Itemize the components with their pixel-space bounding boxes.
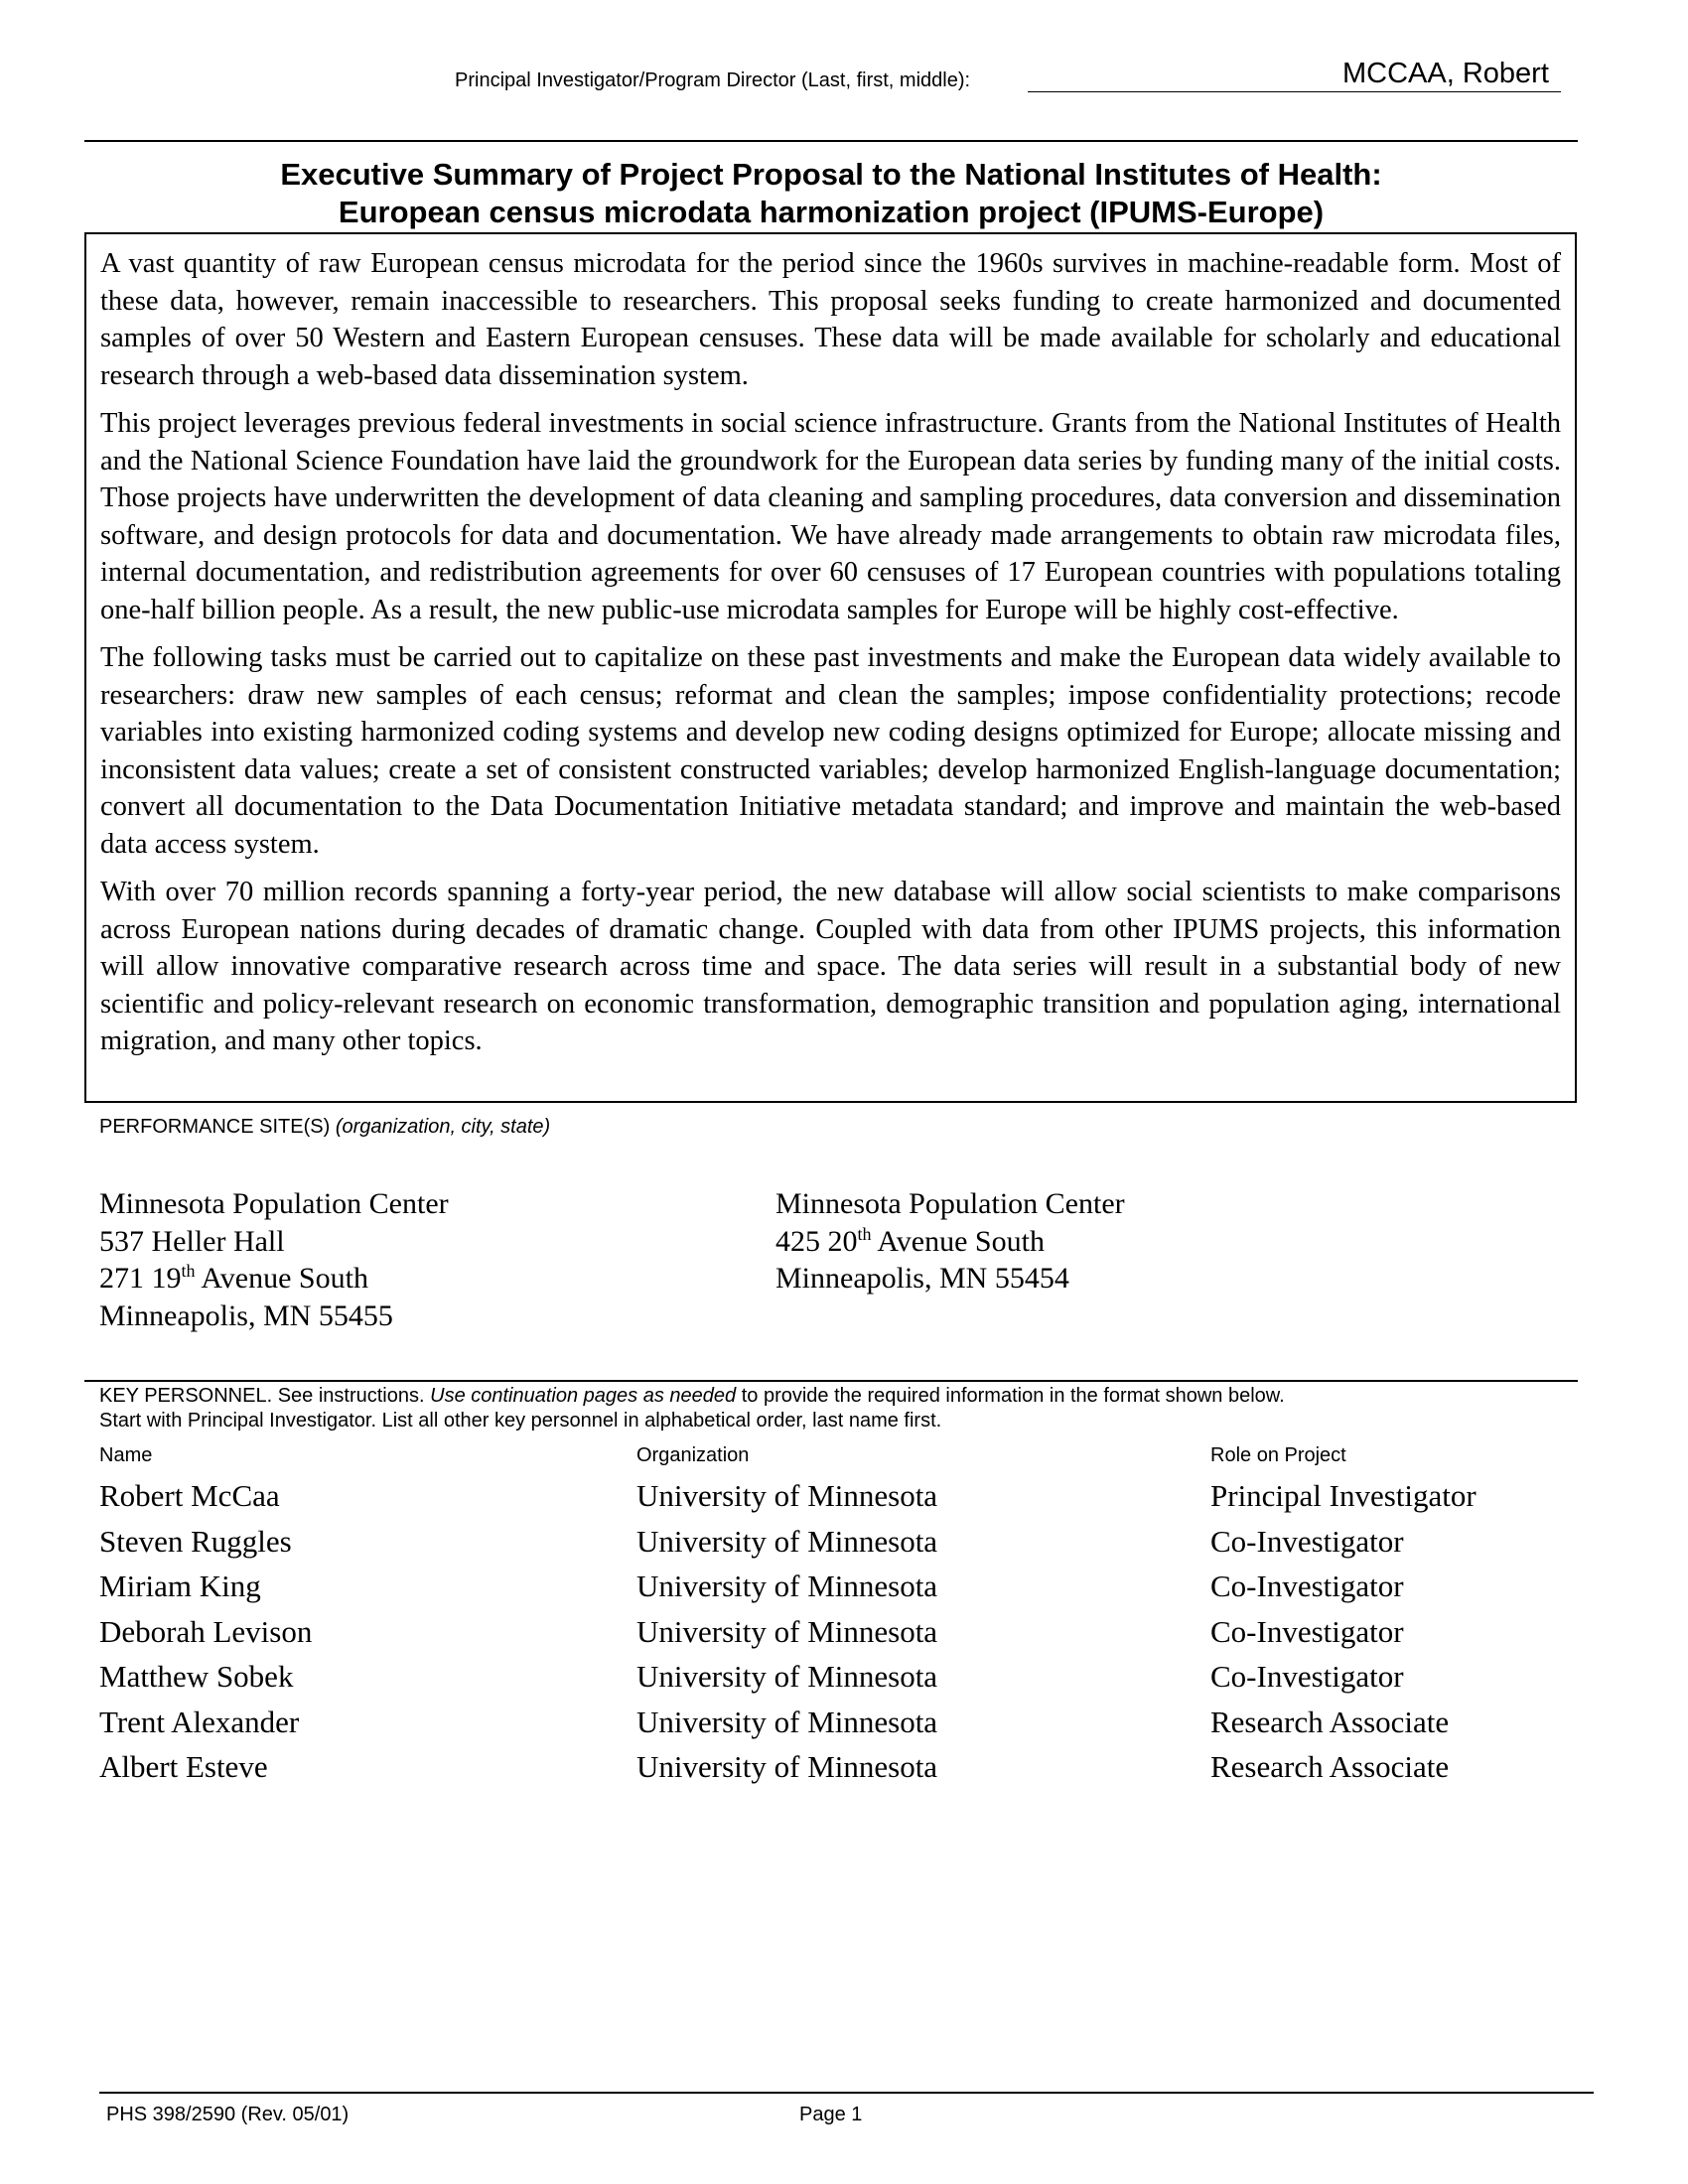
pi-name: MCCAA, Robert <box>1342 58 1549 89</box>
person-name: Deborah Levison <box>99 1614 313 1649</box>
page-number: Page 1 <box>799 2104 863 2125</box>
performance-site-1 <box>99 1185 449 1334</box>
person-role: Co-Investigator <box>1210 1614 1404 1649</box>
personnel-row <box>0 1478 1688 1524</box>
header-divider <box>84 140 1578 142</box>
site2-city: Minneapolis, MN 55454 <box>775 1262 1069 1295</box>
person-role: Principal Investigator <box>1210 1478 1477 1513</box>
site1-street2: 271 19th Avenue South <box>99 1261 368 1295</box>
summary-paragraph-3: The following tasks must be carried out to capitalize on these past investments and make the European data widely available to researchers: draw new samples of each census; reformat and clean the samples; impose confidentiality protections; recode variables into existing harmonized coding systems and develop new coding designs optimized for Europe; allocate missing and inconsistent data values; create a set of consistent constructed variables; develop harmonized English-language documentation; convert all documentation to the Data Documentation Initiative metadata standard; and improve and maintain the web-based data access system. <box>100 642 1561 860</box>
col-header-organization: Organization <box>636 1444 750 1466</box>
personnel-row <box>0 1749 1688 1795</box>
site2-street: 425 20th Avenue South <box>775 1223 1045 1258</box>
summary-paragraph-4: With over 70 million records spanning a forty-year period, the new database will allow social scientists to make comparisons across European nations during decades of dramatic change. Coupled with data from other IPUMS projects, this information will allow innovative comparative research across time and space. The data series will result in a substantial body of new scientific and policy-relevant research on economic transformation, demographic transition and population aging, international migration, and many other topics. <box>100 877 1561 1056</box>
kp-label-end: to provide the required information in the format shown below. <box>741 1385 1285 1407</box>
footer-divider <box>99 2092 1594 2094</box>
col-header-name: Name <box>99 1444 153 1466</box>
site1-street1: 537 Heller Hall <box>99 1224 285 1258</box>
summary-paragraph-2: This project leverages previous federal investments in social science infrastructure. Grants from the National Institutes of Health and the National Science Foundation have laid the groundwork for the European data series by funding many of the initial costs. Those projects have underwritten the development of data cleaning and sampling procedures, data conversion and dissemination software, and design protocols for data and documentation. We have already made arrangements to obtain raw microdata files, internal documentation, and redistribution agreements for over 60 censuses of 17 European countries with populations totaling one-half billion people. As a result, the new public-use microdata samples for Europe will be highly cost-effective. <box>100 408 1561 625</box>
personnel-row <box>0 1614 1688 1660</box>
pi-underline <box>1028 91 1561 92</box>
person-role: Co-Investigator <box>1210 1659 1404 1694</box>
person-organization: University of Minnesota <box>636 1659 938 1694</box>
performance-sites-label <box>99 1116 550 1139</box>
performance-site-2 <box>775 1185 1125 1297</box>
person-name: Miriam King <box>99 1569 261 1603</box>
summary-paragraph-1: A vast quantity of raw European census microdata for the period since the 1960s survives in machine-readable form. Most of these data, however, remain inaccessible to researchers. This proposal seeks funding to create harmonized and documented samples of over 50 Western and Eastern European censuses. These data will be made available for scholarly and educational research through a web-based data dissemination system. <box>100 248 1561 391</box>
form-number: PHS 398/2590 (Rev. 05/01) <box>106 2104 350 2125</box>
person-organization: University of Minnesota <box>636 1478 938 1513</box>
performance-sites-hint: (organization, city, state) <box>335 1116 551 1138</box>
person-role: Research Associate <box>1210 1749 1450 1784</box>
person-organization: University of Minnesota <box>636 1705 938 1739</box>
person-name: Albert Esteve <box>99 1749 268 1784</box>
personnel-row <box>0 1569 1688 1614</box>
kp-label-italic: Use continuation pages as needed <box>430 1385 737 1407</box>
document-title <box>84 156 1578 231</box>
kp-label-start: KEY PERSONNEL. See instructions. <box>99 1385 425 1407</box>
person-role: Research Associate <box>1210 1705 1450 1739</box>
person-name: Steven Ruggles <box>99 1524 292 1559</box>
person-name: Robert McCaa <box>99 1478 280 1513</box>
performance-sites-title: PERFORMANCE SITE(S) <box>99 1116 331 1138</box>
site1-org: Minnesota Population Center <box>99 1187 449 1220</box>
pi-label: Principal Investigator/Program Director (Last, first, middle): <box>455 69 971 91</box>
person-organization: University of Minnesota <box>636 1614 938 1649</box>
personnel-row <box>0 1659 1688 1705</box>
person-role: Co-Investigator <box>1210 1524 1404 1559</box>
person-organization: University of Minnesota <box>636 1524 938 1559</box>
personnel-row <box>0 1705 1688 1750</box>
site2-org: Minnesota Population Center <box>775 1187 1125 1220</box>
col-header-role: Role on Project <box>1210 1444 1346 1466</box>
person-organization: University of Minnesota <box>636 1569 938 1603</box>
site1-city: Minneapolis, MN 55455 <box>99 1298 393 1332</box>
kp-label-line2: Start with Principal Investigator. List all other key personnel in alphabetical order, last name first. <box>99 1410 942 1432</box>
title-line-2: European census microdata harmonization project (IPUMS-Europe) <box>338 195 1325 229</box>
person-name: Trent Alexander <box>99 1705 300 1739</box>
person-role: Co-Investigator <box>1210 1569 1404 1603</box>
key-personnel-divider <box>84 1380 1578 1382</box>
personnel-row <box>0 1524 1688 1570</box>
key-personnel-instructions <box>99 1384 1285 1433</box>
person-organization: University of Minnesota <box>636 1749 938 1784</box>
executive-summary-box <box>84 232 1577 1103</box>
title-line-1: Executive Summary of Project Proposal to the National Institutes of Health: <box>280 157 1382 192</box>
person-name: Matthew Sobek <box>99 1659 294 1694</box>
